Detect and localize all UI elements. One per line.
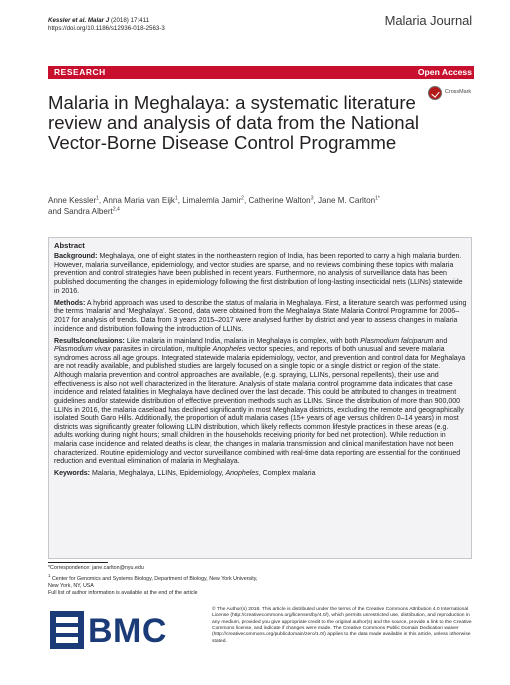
abstract-heading: Abstract xyxy=(54,241,85,250)
author-name[interactable]: Catherine Walton xyxy=(248,196,311,205)
author-info-note: Full list of author information is available at the end of the article xyxy=(48,590,198,597)
results-text: parasites in circulation, multiple xyxy=(110,346,213,354)
author-list: Anne Kessler$^1$, Anna Maria van Eijk$^1$, Limalemla Jamir$^2$, Catherine Walton$^3$, Jane M. Carlton$^{1*}$ and Sandra Albert$^{2,4}$ xyxy=(48,195,380,216)
background-text: Meghalaya, one of eight states in the northeastern region of India, has been reported to carry a high malaria burden. However, malaria surveillance, epidemiology, and vector studies are sparse, and no reviews combining these topics with malaria prevention and control strategies have been published in recent years. Furthermore, no analysis of surveillance data has been published documenting the changes in epidemiology following the first distribution of long-lasting insecticidal nets (LLINs) statewide in 2016. xyxy=(54,253,463,295)
section-label: RESEARCH xyxy=(54,67,106,77)
citation-journal: Kessler et al. Malar J xyxy=(48,17,110,24)
author-affiliation-mark: 3 xyxy=(310,195,314,202)
author-affiliation-mark: 2 xyxy=(241,195,244,202)
author-name[interactable]: Anne Kessler xyxy=(48,196,97,205)
research-band xyxy=(48,66,474,79)
author-name[interactable]: Limalemla Jamir xyxy=(182,196,242,205)
citation-year-page: (2018) 17:411 xyxy=(110,17,150,24)
article-citation xyxy=(48,17,165,34)
keywords-text: Malaria, Meghalaya, LLINs, Epidemiology, xyxy=(92,470,226,478)
methods-label: Methods: xyxy=(54,299,86,307)
affiliation-mark: 1 xyxy=(48,573,51,579)
author-name[interactable]: Anna Maria van Eijk xyxy=(102,196,175,205)
results-label: Results/conclusions: xyxy=(54,337,125,345)
results-genus: Anopheles xyxy=(212,346,246,354)
journal-name: Malaria Journal xyxy=(384,13,472,28)
author-affiliation-mark: 2,4 xyxy=(112,206,120,213)
methods-text: A hybrid approach was used to describe the status of malaria in Meghalaya. First, a literature search was performed using the terms ‘malaria’ and ‘Meghalaya’. Second, data were obtained from the Meghalaya State Malaria Control Programme for 2006–2017 for analysis of trends. Data from 3 years 2015–2017 were analysed further by district and year to assess changes in malaria incidence and distribution following the introduction of LLINs. xyxy=(54,299,467,333)
abstract-keywords xyxy=(54,470,468,479)
correspondence xyxy=(48,565,263,572)
correspondence-email[interactable]: jane.carlton@nyu.edu xyxy=(92,565,144,571)
license-statement: © The Author(s) 2018. This article is distributed under the terms of the Creative Commons Attribution 4.0 International License (http://creativecommons.org/licenses/by/4.0/), which permits unrestricted use, distribution, and reproduction in any medium, provided you give appropriate credit to the original author(s) and the source, provide a link to the Creative Commons license, and indicate if changes were made. The Creative Commons Public Domain Dedication waiver (http://creativecommons.org/publicdomain/zero/1.0/) applies to the data made available in this article, unless otherwise stated. xyxy=(212,607,472,644)
results-species: Plasmodium vivax xyxy=(54,346,111,354)
background-label: Background: xyxy=(54,253,98,261)
crossmark-label: CrossMark xyxy=(445,89,472,95)
abstract-background xyxy=(54,253,468,296)
results-species: Plasmodium falciparum xyxy=(360,337,434,345)
abstract-results xyxy=(54,338,468,467)
author-affiliation-mark: 1 xyxy=(174,195,178,202)
open-access-label: Open Access xyxy=(417,66,472,77)
bmc-logo-icon xyxy=(48,608,88,654)
author-affiliation-mark: 1* xyxy=(375,195,380,202)
author-name[interactable]: Jane M. Carlton xyxy=(317,196,376,205)
results-text: and xyxy=(433,337,448,345)
results-text: Like malaria in mainland India, malaria in Meghalaya is complex, with both xyxy=(126,337,361,345)
author-affiliation-mark: 1 xyxy=(96,195,99,202)
abstract xyxy=(54,242,468,482)
bmc-logo-text: BMC xyxy=(88,612,167,650)
keywords-genus: Anopheles xyxy=(225,470,259,478)
results-text: vector species, and reports of both unusual and severe malaria syndromes across all age groups. Integrated statewide malaria epidemiology, vector, and prevention and control data for Meghalaya are not readily available, and published studies are largely focused on a single topic or a single district or region of the state. Although malaria prevention and control approaches are available, (e.g. spraying, LLINs, personal repellents), their use and effectiveness is also not well characterized in the literature. Analysis of state malaria control programme data indicates that case incidence and related fatalities in Meghalaya have declined over the last decade. This could be attributed to changes in treatment guidelines and/or statewide distribution of effective prevention methods such as LLINs. Since the distribution of more than 900,000 LLINs in 2016, the malaria caseload has declined significantly in most Meghalaya districts, excluding the remote and geographically isolated South Garo Hills. Additionally, the proportion of adult malaria cases (15+ years of age versus children 0–14 years) in most districts was significantly greater following LLIN distribution, which likely reflects common lifestyle practices in these areas (e.g. adults working during night hours; small children in the households receiving priority for bed net protection). While reduction in malaria case incidence and related deaths is clear, the changes in malaria transmission and clinical manifestation have not been characterized. Routine epidemiology and vector surveillance combined with real-time data reporting are essential for the continued reduction and eventual elimination of malaria in Meghalaya. xyxy=(54,346,466,466)
article-title: Malaria in Meghalaya: a systematic literature review and analysis of data from the National Vector-Borne Disease Control Programme xyxy=(48,92,420,154)
keywords-text: , Complex malaria xyxy=(258,470,316,478)
footnotes xyxy=(48,565,263,597)
footnote-divider xyxy=(48,562,108,563)
keywords-label: Keywords: xyxy=(54,470,91,478)
bmc-logo[interactable] xyxy=(48,608,167,654)
author-name[interactable]: Sandra Albert xyxy=(63,207,113,216)
doi-link[interactable]: https://doi.org/10.1186/s12936-018-2563-3 xyxy=(48,25,165,33)
abstract-methods xyxy=(54,300,468,335)
crossmark-icon xyxy=(428,86,442,100)
affiliation-text: Center for Genomics and Systems Biology, Department of Biology, New York University, New York, NY, USA xyxy=(48,575,258,589)
correspondence-label: *Correspondence: xyxy=(48,565,91,571)
affiliation xyxy=(48,572,263,590)
crossmark-button[interactable] xyxy=(426,85,476,107)
